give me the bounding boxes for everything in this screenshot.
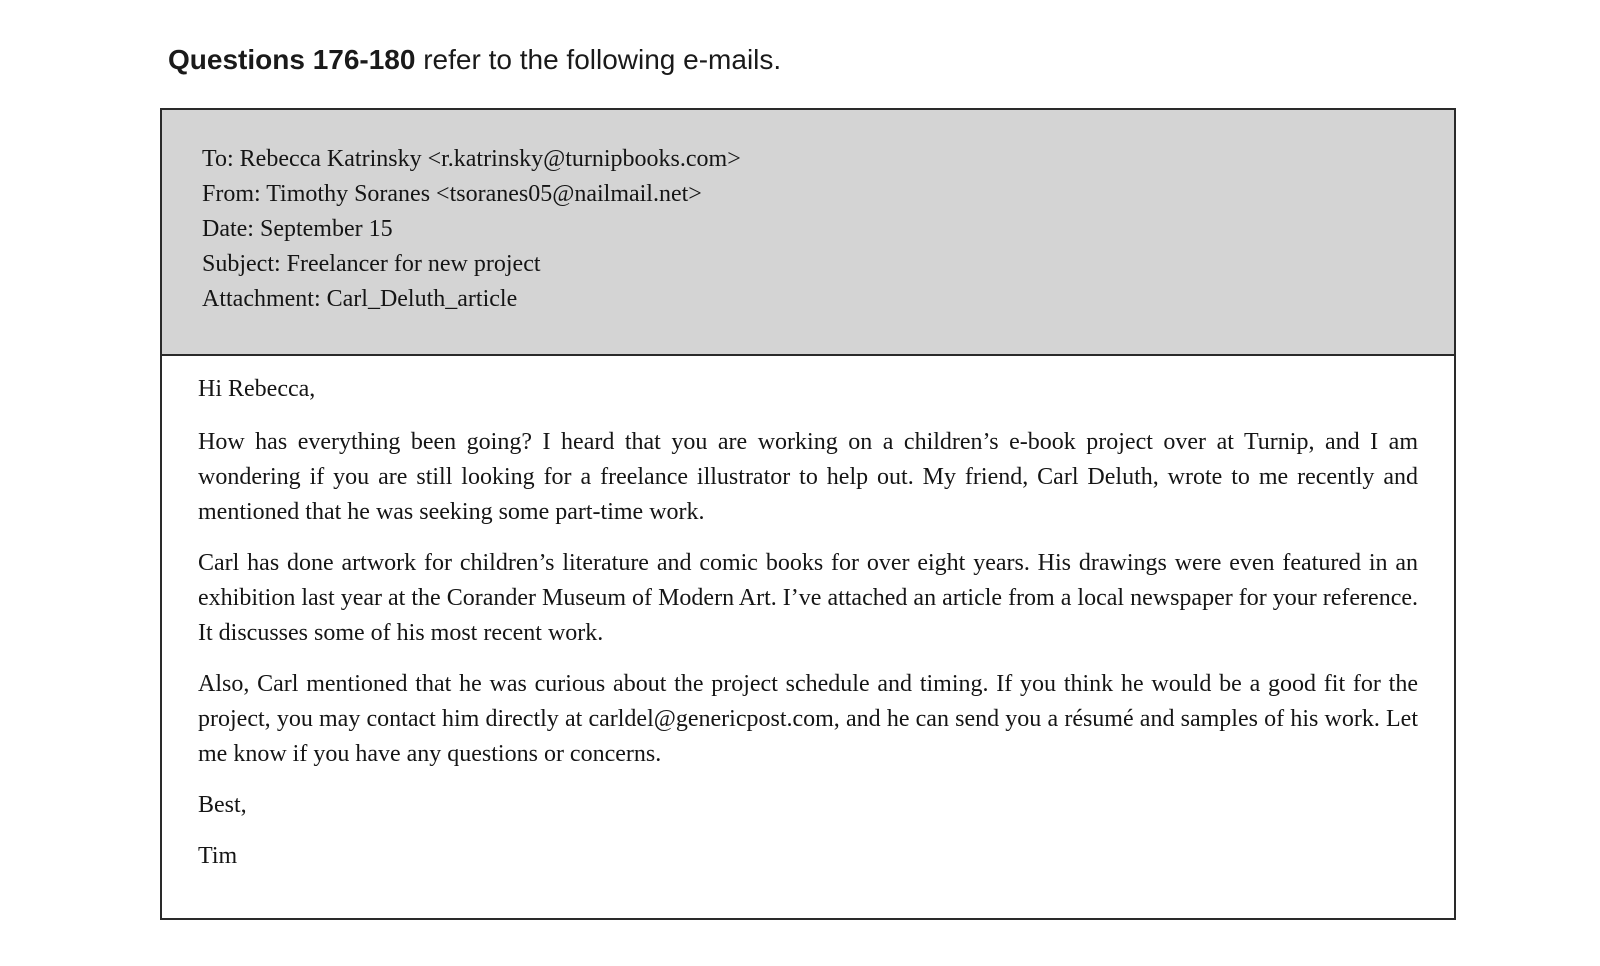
email-header [162,110,1454,356]
email-to: To: Rebecca Katrinsky <r.katrinsky@turnipbooks.com> [202,146,741,172]
email-subject: Subject: Freelancer for new project [202,251,541,277]
email-signature: Tim [198,843,238,869]
email-date: Date: September 15 [202,216,393,242]
email-paragraph-2: Carl has done artwork for children’s literature and comic books for over eight years. His drawings were even featured in an exhibition last year at the Corander Museum of Modern Art. I’ve attached an article from a local newspaper for your reference. It discusses some of his most recent work. [198,550,1418,646]
email-attachment: Attachment: Carl_Deluth_article [202,286,518,312]
question-instruction: refer to the following e-mails. [415,44,782,75]
email-from: From: Timothy Soranes <tsoranes05@nailmail.net> [202,181,702,207]
question-number: Questions 176-180 [168,44,416,75]
email-box [160,108,1456,920]
email-closing: Best, [198,792,247,818]
email-paragraph-1: How has everything been going? I heard that you are working on a children’s e-book project over at Turnip, and I am wondering if you are still looking for a freelance illustrator to help out. My friend, Carl Deluth, wrote to me recently and mentioned that he was seeking some part-time work. [198,429,1418,525]
question-heading [168,42,781,78]
email-paragraph-3: Also, Carl mentioned that he was curious about the project schedule and timing. If you think he would be a good fit for the project, you may contact him directly at carldel@genericpost.com, and he can send you a résumé and samples of his work. Let me know if you have any questions or concerns. [198,671,1418,767]
email-greeting: Hi Rebecca, [198,376,316,402]
email-body [198,372,1418,874]
